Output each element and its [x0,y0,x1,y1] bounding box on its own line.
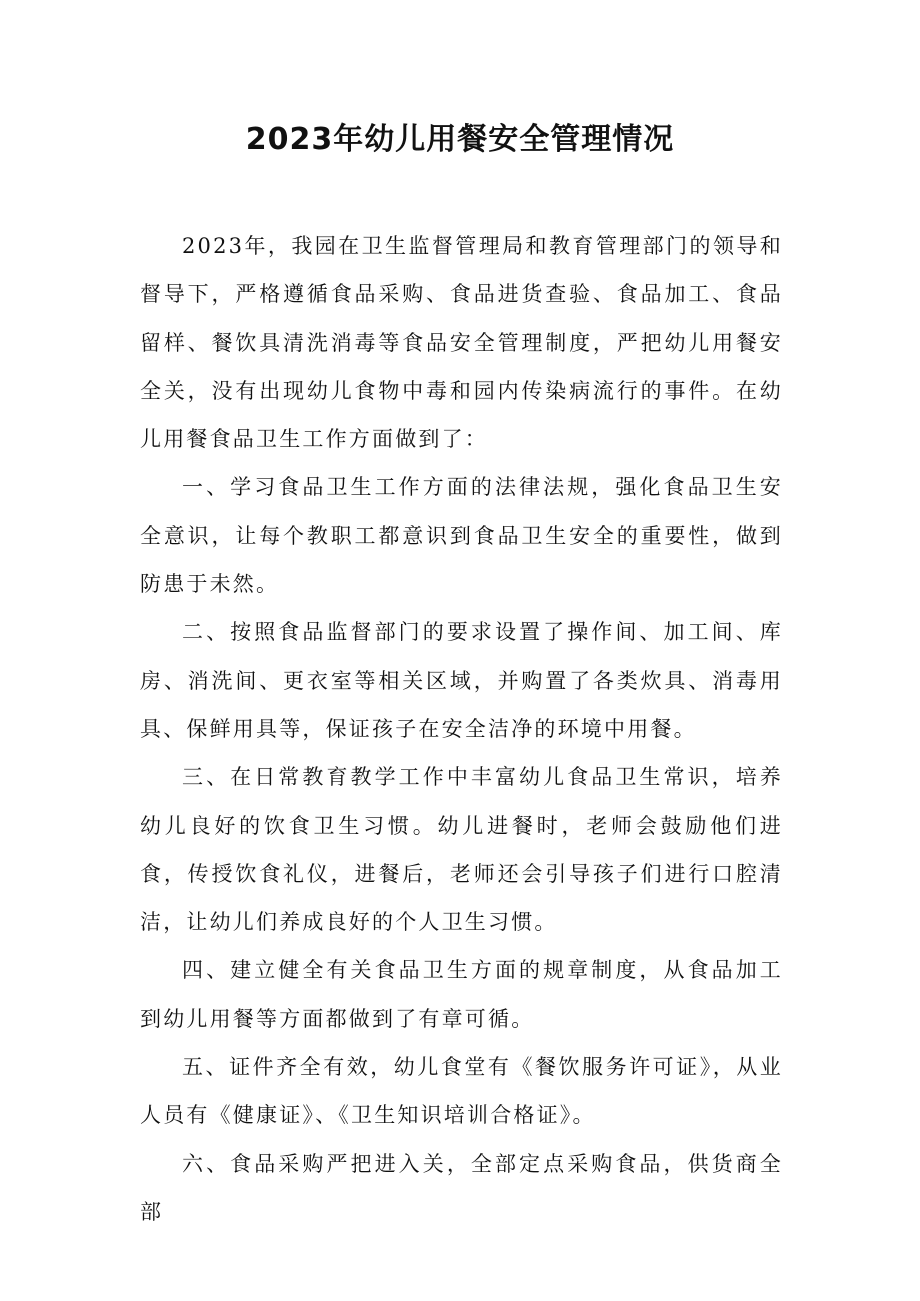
paragraph-intro: 2023年，我园在卫生监督管理局和教育管理部门的领导和督导下，严格遵循食品采购、食品进货查验、食品加工、食品留样、餐饮具清洗消毒等食品安全管理制度，严把幼儿用餐安全关，没有出现幼儿食物中毒和园内传染病流行的事件。在幼儿用餐食品卫生工作方面做到了： [140,234,783,452]
document-title: 2023年幼儿用餐安全管理情况 [245,122,675,157]
paragraph-item-3: 三、在日常教育教学工作中丰富幼儿食品卫生常识，培养幼儿良好的饮食卫生习惯。幼儿进餐时，老师会鼓励他们进食，传授饮食礼仪，进餐后，老师还会引导孩子们进行口腔清洁，让幼儿们养成良好的个人卫生习惯。 [140,765,783,935]
paragraph-item-6: 六、食品采购严把进入关，全部定点采购食品，供货商全部 [140,1151,783,1224]
document-body [140,222,783,1236]
paragraph-item-2: 二、按照食品监督部门的要求设置了操作间、加工间、库房、消洗间、更衣室等相关区域，并购置了各类炊具、消毒用具、保鲜用具等，保证孩子在安全洁净的环境中用餐。 [140,620,783,741]
paragraph-item-1: 一、学习食品卫生工作方面的法律法规，强化食品卫生安全意识，让每个教职工都意识到食品卫生安全的重要性，做到防患于未然。 [140,475,783,597]
paragraph-item-5: 五、证件齐全有效，幼儿食堂有《餐饮服务许可证》，从业人员有《健康证》、《卫生知识培训合格证》。 [140,1055,783,1128]
paragraph-item-4: 四、建立健全有关食品卫生方面的规章制度，从食品加工到幼儿用餐等方面都做到了有章可循。 [140,958,783,1031]
